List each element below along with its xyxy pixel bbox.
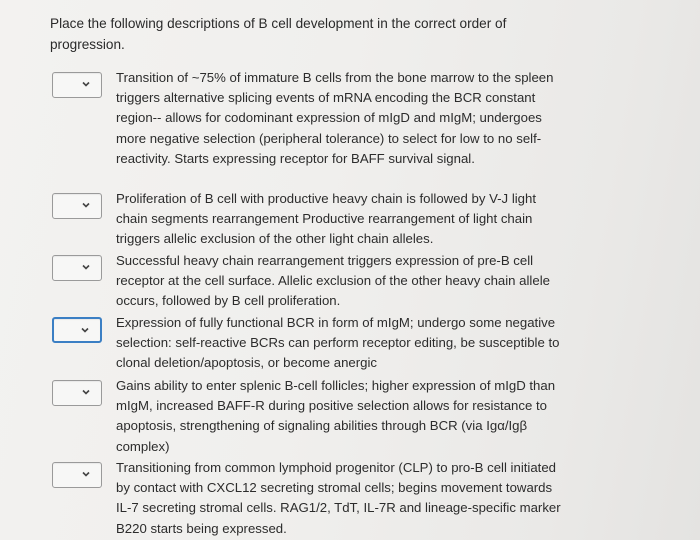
order-select-6[interactable] [52,462,102,488]
chevron-down-icon [81,200,91,210]
item-description: Successful heavy chain rearrangement triggers expression of pre-B cell receptor at the cell surface. Allelic exclusion of the other heavy chain allele occurs, followed by B cell proliferation. [116,253,550,309]
chevron-down-icon [80,325,90,335]
order-select-3[interactable] [52,255,102,281]
item-description: Proliferation of B cell with productive heavy chain is followed by V-J light chain segments rearrangement Productive rearrangement of light chain triggers allelic exclusion of the other light chain alleles. [116,191,537,247]
chevron-down-icon [81,262,91,272]
item-description: Transitioning from common lymphoid progenitor (CLP) to pro-B cell initiated by contact with CXCL12 secreting stromal cells; begins movement towards IL-7 secreting stromal cells. RAG1/2, TdT, IL-7R and lineage-specific marker B220 starts being expressed. [116,460,561,536]
item-description: Gains ability to enter splenic B-cell follicles; higher expression of mIgD than mIgM, increased BAFF-R during positive selection allows for resistance to apoptosis, strengthening of signaling abilities through BCR (via Igα/Igβ complex) [116,378,556,454]
order-select-2[interactable] [52,193,102,219]
item-description: Transition of ~75% of immature B cells from the bone marrow to the spleen triggers alternative splicing events of mRNA encoding the BCR constant region-- allows for codominant expression of mIgD and mIgM; undergoes more negative selection (peripheral tolerance) to select for low to no self-reactivity. Starts expressing receptor for BAFF survival signal. [116,70,554,166]
order-select-4[interactable] [52,317,102,343]
chevron-down-icon [81,387,91,397]
item-description: Expression of fully functional BCR in form of mIgM; undergo some negative selection: self-reactive BCRs can perform receptor editing, be susceptible to clonal deletion/apoptosis, or become anergic [116,315,560,371]
order-select-5[interactable] [52,380,102,406]
order-select-1[interactable] [52,72,102,98]
question-prompt: Place the following descriptions of B cell development in the correct order of progression. [50,16,507,52]
chevron-down-icon [81,79,91,89]
chevron-down-icon [81,469,91,479]
